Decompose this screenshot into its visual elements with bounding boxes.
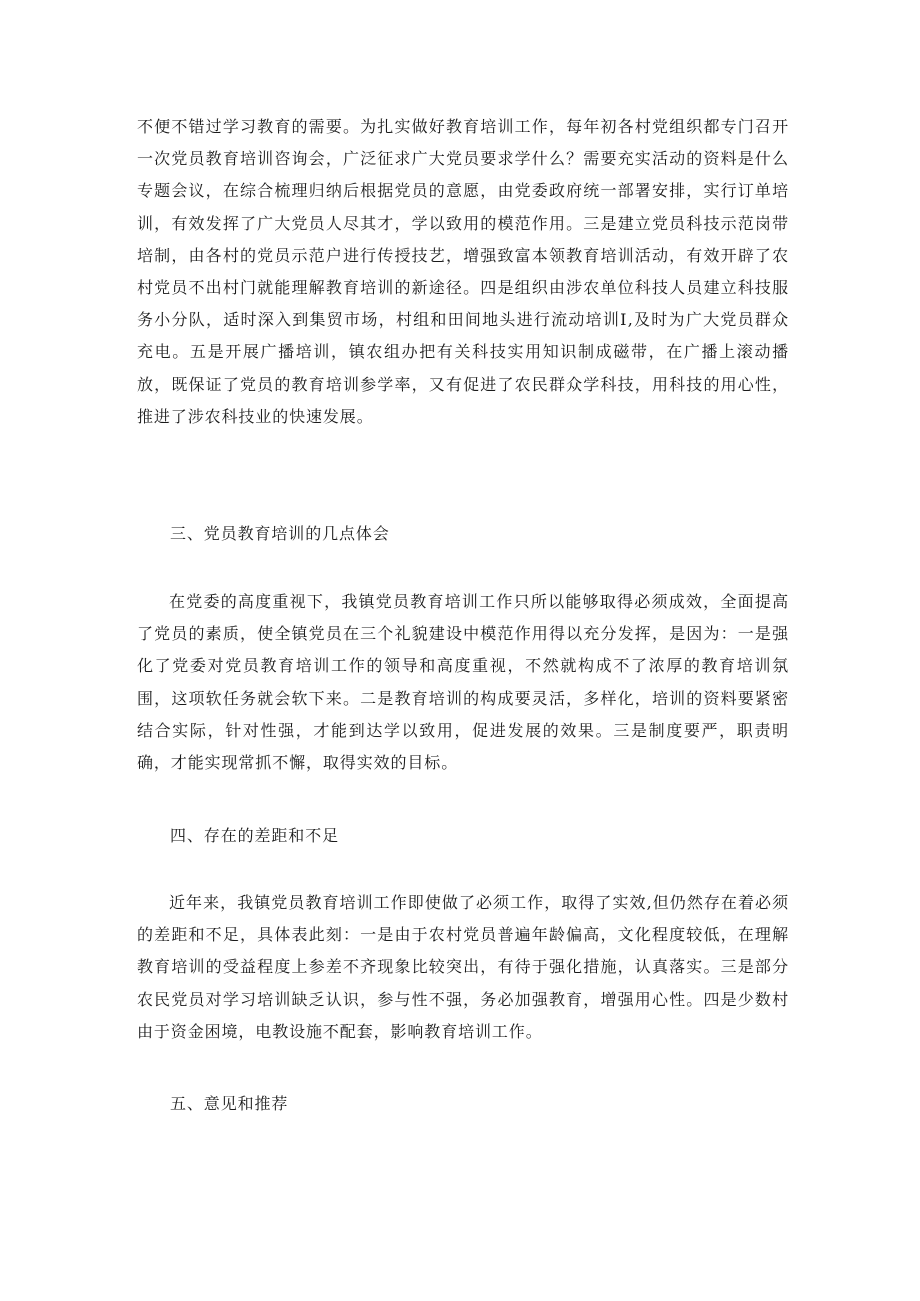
paragraph-section-3: 在党委的高度重视下，我镇党员教育培训工作只所以能够取得必须成效，全面提高了党员的素质，使全镇党员在三个礼貌建设中模范作用得以充分发挥，是因为：一是强化了党委对党员教育培训工作的领导和高度重视，不然就构成不了浓厚的教育培训氛围，这项软任务就会软下来。二是教育培训的构成要灵活，多样化，培训的资料要紧密结合实际，针对性强，才能到达学以致用，促进发展的效果。三是制度要严，职责明确，才能实现常抓不懈，取得实效的目标。: [137, 592, 789, 773]
section-heading-4: 四、存在的差距和不足: [170, 826, 340, 845]
section-heading-3: 三、党员教育培训的几点体会: [170, 524, 390, 543]
paragraph-continued: 不便不错过学习教育的需要。为扎实做好教育培训工作，每年初各村党组织都专门召开一次党员教育培训咨询会，广泛征求广大党员要求学什么？需要充实活动的资料是什么专题会议，在综合梳理归纳后根据党员的意愿，由党委政府统一部署安排，实行订单培训，有效发挥了广大党员人尽其才，学以致用的模范作用。三是建立党员科技示范岗带培制，由各村的党员示范户进行传授技艺，增强致富本领教育培训活动，有效开辟了农村党员不出村门就能理解教育培训的新途径。四是组织由涉农单位科技人员建立科技服务小分队，适时深入到集贸市场，村组和田间地头进行流动培训Ⅰ,及时为广大党员群众充电。五是开展广播培训，镇农组办把有关科技实用知识制成磁带，在广播上滚动播放，既保证了党员的教育培训参学率，又有促进了农民群众学科技，用科技的用心性，推进了涉农科技业的快速发展。: [137, 117, 789, 426]
paragraph-section-4: 近年来，我镇党员教育培训工作即使做了必须工作，取得了实效,但仍然存在着必须的差距和不足，具体表此刻：一是由于农村党员普遍年龄偏高，文化程度较低，在理解教育培训的受益程度上参差不齐现象比较突出，有待于强化措施，认真落实。三是部分农民党员对学习培训缺乏认识，参与性不强，务必加强教育，增强用心性。四是少数村由于资金困境，电教设施不配套，影响教育培训工作。: [137, 893, 789, 1041]
section-heading-5: 五、意见和推荐: [170, 1094, 289, 1113]
